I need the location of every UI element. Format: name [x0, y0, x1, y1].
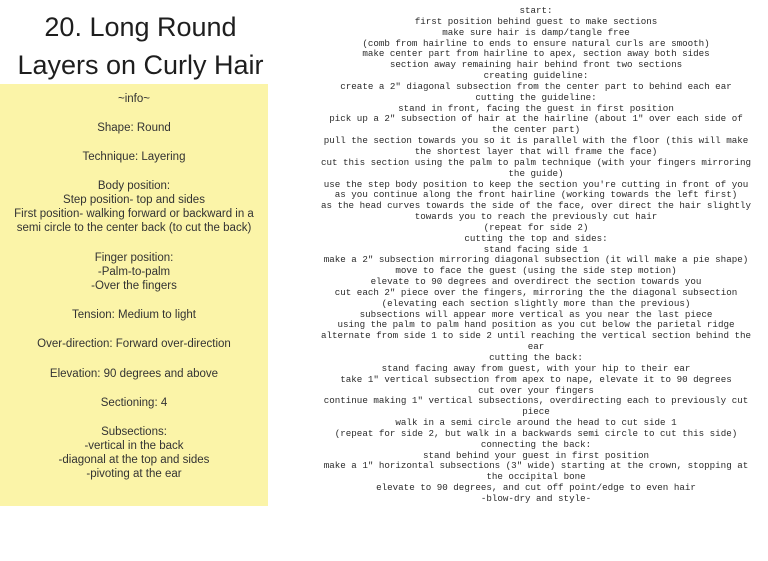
info-body-position-line: Step position- top and sides: [63, 194, 205, 206]
step-line: make a 1" horizontal subsections (3" wide) starting at the crown, stopping at: [323, 460, 749, 472]
step-line: (repeat for side 2): [483, 221, 589, 233]
step-line: stand facing side 1: [483, 243, 589, 255]
step-line: continue making 1" vertical subsections, overdirecting each to previously cut: [323, 395, 749, 407]
step-line: ear: [527, 341, 545, 353]
step-line: elevate to 90 degrees, and cut off point/edge to even hair: [376, 482, 696, 494]
step-line: make sure hair is damp/tangle free: [442, 26, 630, 38]
step-line: stand behind your guest in first position: [422, 449, 650, 461]
step-line: as you continue along the front hairline (working towards the left first): [334, 189, 738, 201]
info-finger-position-line: -Over the fingers: [91, 280, 177, 292]
info-subsections-line: -pivoting at the ear: [86, 468, 182, 480]
step-line: alternate from side 1 to side 2 until reaching the vertical section behind the: [320, 330, 752, 342]
info-tension: Tension: Medium to light: [71, 309, 196, 321]
step-line: the center part): [491, 124, 581, 136]
step-line: cutting the back:: [489, 352, 583, 363]
info-technique: Technique: Layering: [82, 151, 186, 163]
step-line: (elevating each section slightly more than the previous): [381, 297, 691, 309]
info-heading: ~info~: [118, 93, 150, 105]
info-body-position-line: semi circle to the center back (to cut the back): [16, 222, 252, 234]
step-line: stand in front, facing the guest in first position: [398, 102, 674, 114]
step-line: move to face the guest (using the side step motion): [395, 265, 677, 277]
info-sectioning: Sectioning: 4: [100, 397, 168, 409]
step-line: towards you to reach the previously cut hair: [414, 211, 658, 223]
step-line: piece: [522, 406, 550, 418]
step-line: (repeat for side 2, but walk in a backwards semi circle to cut this side): [334, 427, 738, 439]
info-subsections-line: -diagonal at the top and sides: [58, 454, 210, 466]
step-line: stand facing away from guest, with your hip to their ear: [381, 362, 691, 374]
steps-text: [292, 6, 768, 505]
step-line: as the head curves towards the side of the face, over direct the hair slightly: [320, 200, 752, 212]
step-line: pick up a 2" subsection of hair at the hairline (about 1" over each side of: [329, 113, 743, 125]
step-line: section away remaining hair behind front two sections: [389, 59, 683, 71]
step-line: connecting the back:: [480, 438, 592, 450]
step-line: cut over your fingers: [478, 384, 594, 396]
info-finger-position-heading: Finger position:: [94, 252, 174, 264]
step-line: elevate to 90 degrees and overdirect the section towards you: [370, 276, 702, 288]
title-line-1: 20. Long Round: [44, 12, 237, 42]
step-line: (comb from hairline to ends to ensure natural curls are smooth): [362, 37, 710, 49]
info-panel: [0, 84, 268, 506]
info-subsections-line: -vertical in the back: [84, 440, 184, 452]
step-line: take 1" vertical subsection from apex to nape, elevate it to 90 degrees: [340, 373, 732, 385]
step-line: use the step body position to keep the section you're cutting in front of you: [323, 178, 749, 190]
info-body-position-heading: Body position:: [97, 180, 171, 192]
step-line: cut each 2" piece over the fingers, mirroring the the diagonal subsection: [334, 286, 738, 298]
step-line: using the palm to palm hand position as you cut below the parietal ridge: [337, 319, 735, 331]
step-line: the guide): [508, 167, 564, 179]
step-line: the occipital bone: [486, 471, 586, 483]
step-line: -blow-dry and style-: [480, 492, 592, 504]
page-title: [0, 8, 281, 84]
step-line: pull the section towards you so it is parallel with the floor (this will make: [323, 135, 749, 147]
step-line: start:: [519, 5, 553, 16]
step-line: creating guideline:: [483, 70, 589, 82]
step-line: subsections will appear more vertical as you near the last piece: [359, 308, 713, 320]
step-line: first position behind guest to make sections: [414, 15, 658, 27]
info-shape: Shape: Round: [97, 122, 171, 134]
step-line: cutting the top and sides:: [464, 232, 608, 244]
title-line-2: Layers on Curly Hair: [17, 50, 264, 80]
info-body-position-line: First position- walking forward or backward in a: [14, 208, 254, 220]
info-subsections-heading: Subsections:: [101, 426, 167, 438]
step-line: make center part from hairline to apex, section away both sides: [362, 48, 710, 60]
step-line: create a 2" diagonal subsection from the center part to behind each ear: [340, 80, 732, 92]
step-line: walk in a semi circle around the head to cut side 1: [395, 417, 677, 429]
info-elevation: Elevation: 90 degrees and above: [49, 368, 219, 380]
step-line: cut this section using the palm to palm technique (with your fingers mirroring: [320, 156, 752, 168]
step-line: cutting the guideline:: [475, 91, 597, 103]
info-over-direction: Over-direction: Forward over-direction: [37, 338, 231, 350]
info-finger-position-line: -Palm-to-palm: [97, 266, 171, 278]
step-line: make a 2" subsection mirroring diagonal subsection (it will make a pie shape): [323, 254, 749, 266]
step-line: the shortest layer that will frame the face): [414, 145, 658, 157]
